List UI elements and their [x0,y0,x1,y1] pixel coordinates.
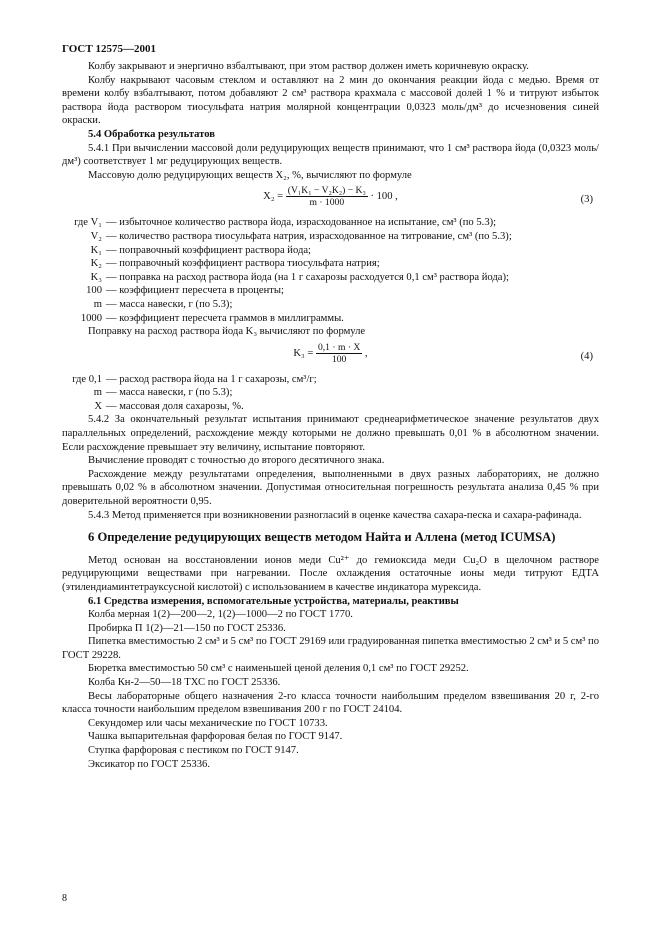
definition-symbol: K₃ [90,271,102,283]
paragraph: Метод основан на восстановлении ионов меди Cu²⁺ до гемиоксида меди Cu₂O в щелочном растворе редуцирующими веществами при нагревании. После охлаждения остаточные ионы меди титруют ЕДТА (этилендиаминтетрауксусной кислотой) с использованием в качестве индикатора мурексида. [62,554,599,593]
page-body [62,60,599,771]
definition-row [62,298,599,312]
paragraph: Колбу накрывают часовым стеклом и оставляют на 2 мин до окончания реакции йода с медью. Время от времени колбу взбалтывают, потом добавляют 2 см³ раствора крахмала с массовой долей 1 % и титруют избыток раствора йода раствором тиосульфата натрия молярной концентрации 0,0323 моль/дм³ до исчезновения синей окраски. [62,74,599,127]
definition-text: — поправочный коэффициент раствора йода; [106,244,312,256]
equipment-item: Весы лабораторные общего назначения 2-го класса точности наибольшим пределом взвешивания 20 г, 2-го класса точности наибольшим пределом взвешивания 200 г по ГОСТ 24104. [62,690,599,716]
definition-symbol: m [93,387,102,399]
definition-row [62,271,599,285]
paragraph: Массовую долю редуцирующих веществ X₂, %, вычисляют по формуле [88,169,412,181]
definition-symbol: где V₁ [74,217,102,229]
formula-3-definitions [62,216,599,325]
equipment-item: Эксикатор по ГОСТ 25336. [88,758,210,770]
formula-3-numerator: (V₁K₁ − V₂K₂) − K₃ [287,185,366,197]
equipment-item: Колба Кн-2—50—18 ТХС по ГОСТ 25336. [88,677,281,689]
formula-4 [62,342,599,370]
definition-row [62,386,599,400]
paragraph: Расхождение между результатами определения, выполненными в двух разных лабораториях, не должно превышать 0,02 % в абсолютном значении. Допустимая относительная погрешность результата анализа 0,45 % при доверительной вероятности 0,95. [62,468,599,508]
definition-row [62,244,599,258]
formula-4-definitions [62,373,599,414]
definition-text: — поправочный коэффициент раствора тиосульфата натрия; [106,258,380,270]
definition-row [62,284,599,298]
paragraph-5-4-2: 5.4.2 За окончательный результат испытания принимают среднеарифметическое значение результатов двух параллельных определений, расхождение между которыми не должно превышать 0,01 % в абсолютном значении. Если расхождение превышает эту величину, испытание повторяют. [62,414,599,453]
formula-3-number: (3) [580,194,593,206]
definition-row [62,373,599,387]
equipment-item: Секундомер или часы механические по ГОСТ 10733. [88,717,328,729]
definition-row [62,216,599,230]
formula-3 [62,185,599,213]
definition-symbol: V₂ [90,230,102,242]
definition-symbol: K₂ [90,258,102,270]
definition-text: — массовая доля сахарозы, %. [106,400,244,412]
section-heading-6-1: 6.1 Средства измерения, вспомогательные устройства, материалы, реактивы [88,595,459,607]
formula-3-fraction [286,185,368,208]
equipment-item: Пипетка вместимостью 2 см³ и 5 см³ по ГОСТ 29169 или градуированная пипетка вместимостью 2 см³ и 5 см³ по ГОСТ 29228. [62,636,599,661]
formula-3-lhs: X₂ = [263,191,284,203]
equipment-item: Пробирка П 1(2)—21—150 по ГОСТ 25336. [88,622,286,634]
definition-symbol: 1000 [80,312,102,324]
paragraph: Вычисление проводят с точностью до второго десятичного знака. [88,455,385,467]
definition-row [62,312,599,326]
definition-text: — расход раствора йода на 1 г сахарозы, см³/г; [106,373,317,385]
paragraph-5-4-1: 5.4.1 При вычислении массовой доли редуцирующих веществ принимают, что 1 см³ раствора йода (0,0323 моль/дм³) соответствует 1 мг редуцирующих веществ. [62,142,599,168]
equipment-list [62,608,599,771]
definition-text: — поправка на расход раствора йода (на 1 г сахарозы расходуется 0,1 см³ раствора йода); [106,271,509,283]
definition-text: — коэффициент пересчета в проценты; [106,285,284,297]
formula-3-denominator: m · 1000 [309,197,345,209]
paragraph: Колбу закрывают и энергично взбалтывают, при этом раствор должен иметь коричневую окраску. [88,61,529,72]
definition-symbol: K₁ [90,244,102,256]
definition-row [62,400,599,414]
formula-4-numerator: 0,1 · m · X [317,341,361,353]
formula-3-tail: · 100 , [370,191,398,203]
definition-symbol: где 0,1 [72,373,102,385]
equipment-item: Колба мерная 1(2)—200—2, 1(2)—1000—2 по ГОСТ 1770. [88,609,353,621]
page-number: 8 [62,893,67,904]
section-heading-5-4: 5.4 Обработка результатов [88,128,215,140]
definition-text: — масса навески, г (по 5.3); [106,387,233,399]
definition-row [62,257,599,271]
equipment-item: Чашка выпарительная фарфоровая белая по ГОСТ 9147. [88,731,343,743]
definition-symbol: m [93,298,102,310]
definition-text: — масса навески, г (по 5.3); [106,298,233,310]
definition-text: — количество раствора тиосульфата натрия, израсходованное на титрование, см³ (по 5.3); [106,230,512,242]
definition-symbol: X [94,400,102,412]
definition-symbol: 100 [86,285,102,297]
paragraph: Поправку на расход раствора йода K₃ вычисляют по формуле [88,326,366,338]
equipment-item: Ступка фарфоровая с пестиком по ГОСТ 9147. [88,745,299,757]
definition-text: — избыточное количество раствора йода, израсходованное на испытание, см³ (по 5.3); [106,217,497,229]
formula-4-tail: , [365,347,368,359]
formula-4-lhs: K₃ = [293,347,314,359]
paragraph-5-4-3: 5.4.3 Метод применяется при возникновении разногласий в оценке качества сахара-песка и сахара-рафинада. [88,509,582,521]
section-heading-6: 6 Определение редуцирующих веществ методом Найта и Аллена (метод ICUMSA) [88,530,556,545]
equipment-item: Бюретка вместимостью 50 см³ с наименьшей ценой деления 0,1 см³ по ГОСТ 29252. [88,663,469,675]
document-header: ГОСТ 12575—2001 [62,43,156,55]
formula-4-fraction [316,342,362,365]
formula-4-denominator: 100 [331,353,347,365]
definition-text: — коэффициент пересчета граммов в миллиграммы. [106,312,344,324]
definition-row [62,230,599,244]
formula-4-number: (4) [580,350,593,362]
